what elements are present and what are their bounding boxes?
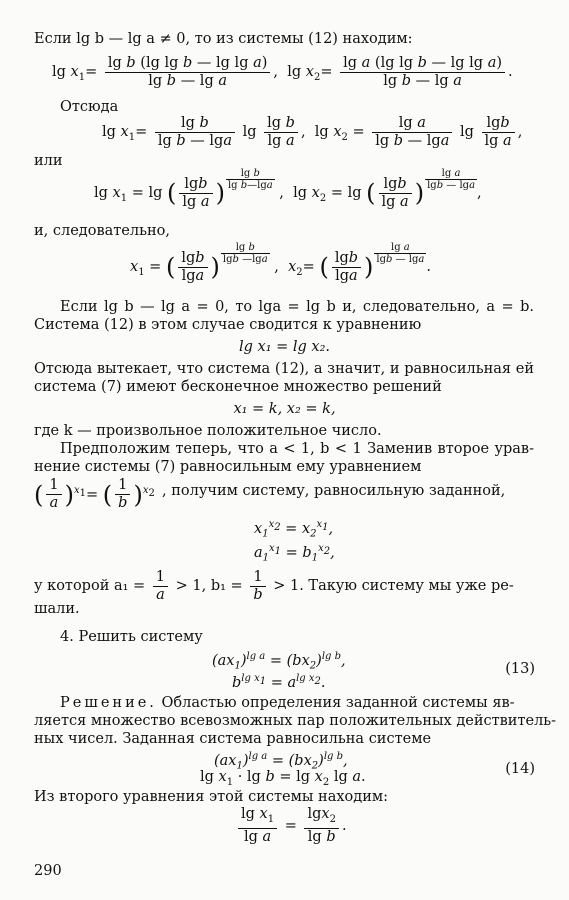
word-reshenie: Решение. xyxy=(60,695,157,711)
text-solution: Областью определения заданной системы яв- xyxy=(161,695,515,711)
formula-ratio: $\frac{\lg x_1}{\text{lg a}}$ = $\frac{\lg x_2}{\text{lg b}}$ . xyxy=(235,806,347,846)
formula-13-2: $b^{lg x_1} = a^{lg x_2}$. xyxy=(232,673,326,691)
paragraph-line: где k — произвольное положительное число. xyxy=(34,423,382,439)
formula-14-2: $\lg x_1 \cdot \lg b = \lg x_2$ lg a. xyxy=(200,769,366,788)
paragraph-line xyxy=(60,694,515,712)
paragraph-line: шали. xyxy=(34,601,80,617)
paragraph-line: Если lg b — lg a ≠ 0, то из системы (12) находим: xyxy=(34,31,413,47)
equation-label-14: (14) xyxy=(505,761,535,777)
paragraph-line: Отсюда вытекает, что система (12), а значит, и равносильная ей xyxy=(34,361,534,377)
paragraph-line: Система (12) в этом случае сводится к уравнению xyxy=(34,317,422,333)
equation-xk: x₁ = k, x₂ = k, xyxy=(233,401,336,417)
word-ili: или xyxy=(34,153,63,169)
paragraph-line: ляется множество всевозможных пар положительных действитель- xyxy=(34,713,557,729)
formula-system-2: $a_1^{x_1} = b_1^{x_2}$, xyxy=(254,543,335,564)
formula-13-1: $(ax_1)^{lg a} = (bx_2)^{lg b}$, xyxy=(212,651,346,672)
paragraph-line: ных чисел. Заданная система равносильна системе xyxy=(34,731,432,747)
page-number: 290 xyxy=(34,863,62,879)
phrase-i-sled: и, следовательно, xyxy=(34,223,170,239)
paragraph-line: система (7) имеют бесконечное множество решений xyxy=(34,379,442,395)
formula-system-1: $x_1^{x_2} = x_2^{x_1}$, xyxy=(254,519,334,540)
formula-14-1: $(ax_1)^{lg a} = (bx_2)^{lg b}$, xyxy=(214,751,348,772)
equation-label-13: (13) xyxy=(505,661,535,677)
paragraph-line: , получим систему, равносильную заданной, xyxy=(162,483,506,499)
text-takuyu: > 1. Такую систему мы уже ре- xyxy=(273,578,514,594)
equation-lg: lg x₁ = lg x₂. xyxy=(238,339,330,355)
formula-lgx-2: $\lg x_1=$ $\frac{\text{lg b}}{\text{lg b — lga}}$ lg $\frac{\text{lg b}}{\text{lg a}}$ , $\lg x_2$ = $\frac{\text{lg a}}{\text{lg b — lga}}$ lg $\frac{\lg b}{\text{lg a}}$ , xyxy=(102,114,523,149)
word-otsyuda: Отсюда xyxy=(60,99,119,115)
paragraph-line: Из второго уравнения этой системы находим: xyxy=(34,789,389,805)
text-b1: > 1, b₁ = xyxy=(175,578,243,594)
paragraph-line: Если lg b — lg a = 0, то lga = lg b и, следовательно, a = b. xyxy=(60,299,534,315)
paragraph-line: нение системы (7) равносильным ему уравнением xyxy=(34,459,422,475)
formula-exp-eq: ( $\frac{1}{a}$ )$^{x_1}$= ( $\frac{1}{b}$ )$^{x_2}$ xyxy=(34,477,155,512)
paragraph-line: Предположим теперь, что a < 1, b < 1 Заменив второе урав- xyxy=(60,441,534,457)
paragraph-line: у которой a₁ = $\frac{1}{a}$ > 1, b₁ = $\frac{1}{b}$ > 1. Такую систему мы уже ре- xyxy=(34,568,514,603)
task-heading: 4. Решить систему xyxy=(60,629,203,645)
formula-lgx-1: $\lg x_1=$ $\frac{\text{lg b (lg lg b — lg lg a)}}{\text{lg b — lg a}}$ , $\lg x_2=$ $\frac{\text{lg a (lg lg b — lg lg a)}}{\text{lg b — lg a}}$ . xyxy=(52,54,513,89)
text-u-kotoroy: у которой a₁ = xyxy=(34,578,146,594)
formula-x-power: $x_1$ = ( $\frac{\lg b}{\lg a}$ ) $\frac{\text{lg b}}{\lg b —\lg a}$ , $x_2=$ ( $\frac{\lg b}{\lg a}$ ) $\frac{\text{lg a}}{\lg b — \lg a}$ . xyxy=(130,242,431,284)
formula-lgx-3: $\lg x_1 = \lg$ ( $\frac{\lg b}{\text{lg a}}$ ) $\frac{\text{lg b}}{\text{lg b—lga}}$ , $\lg x_2 = \lg$ ( $\frac{\lg b}{\text{lg a}}$ ) $\frac{\text{lg a}}{\lg b — \lg a}$ , xyxy=(94,168,482,210)
